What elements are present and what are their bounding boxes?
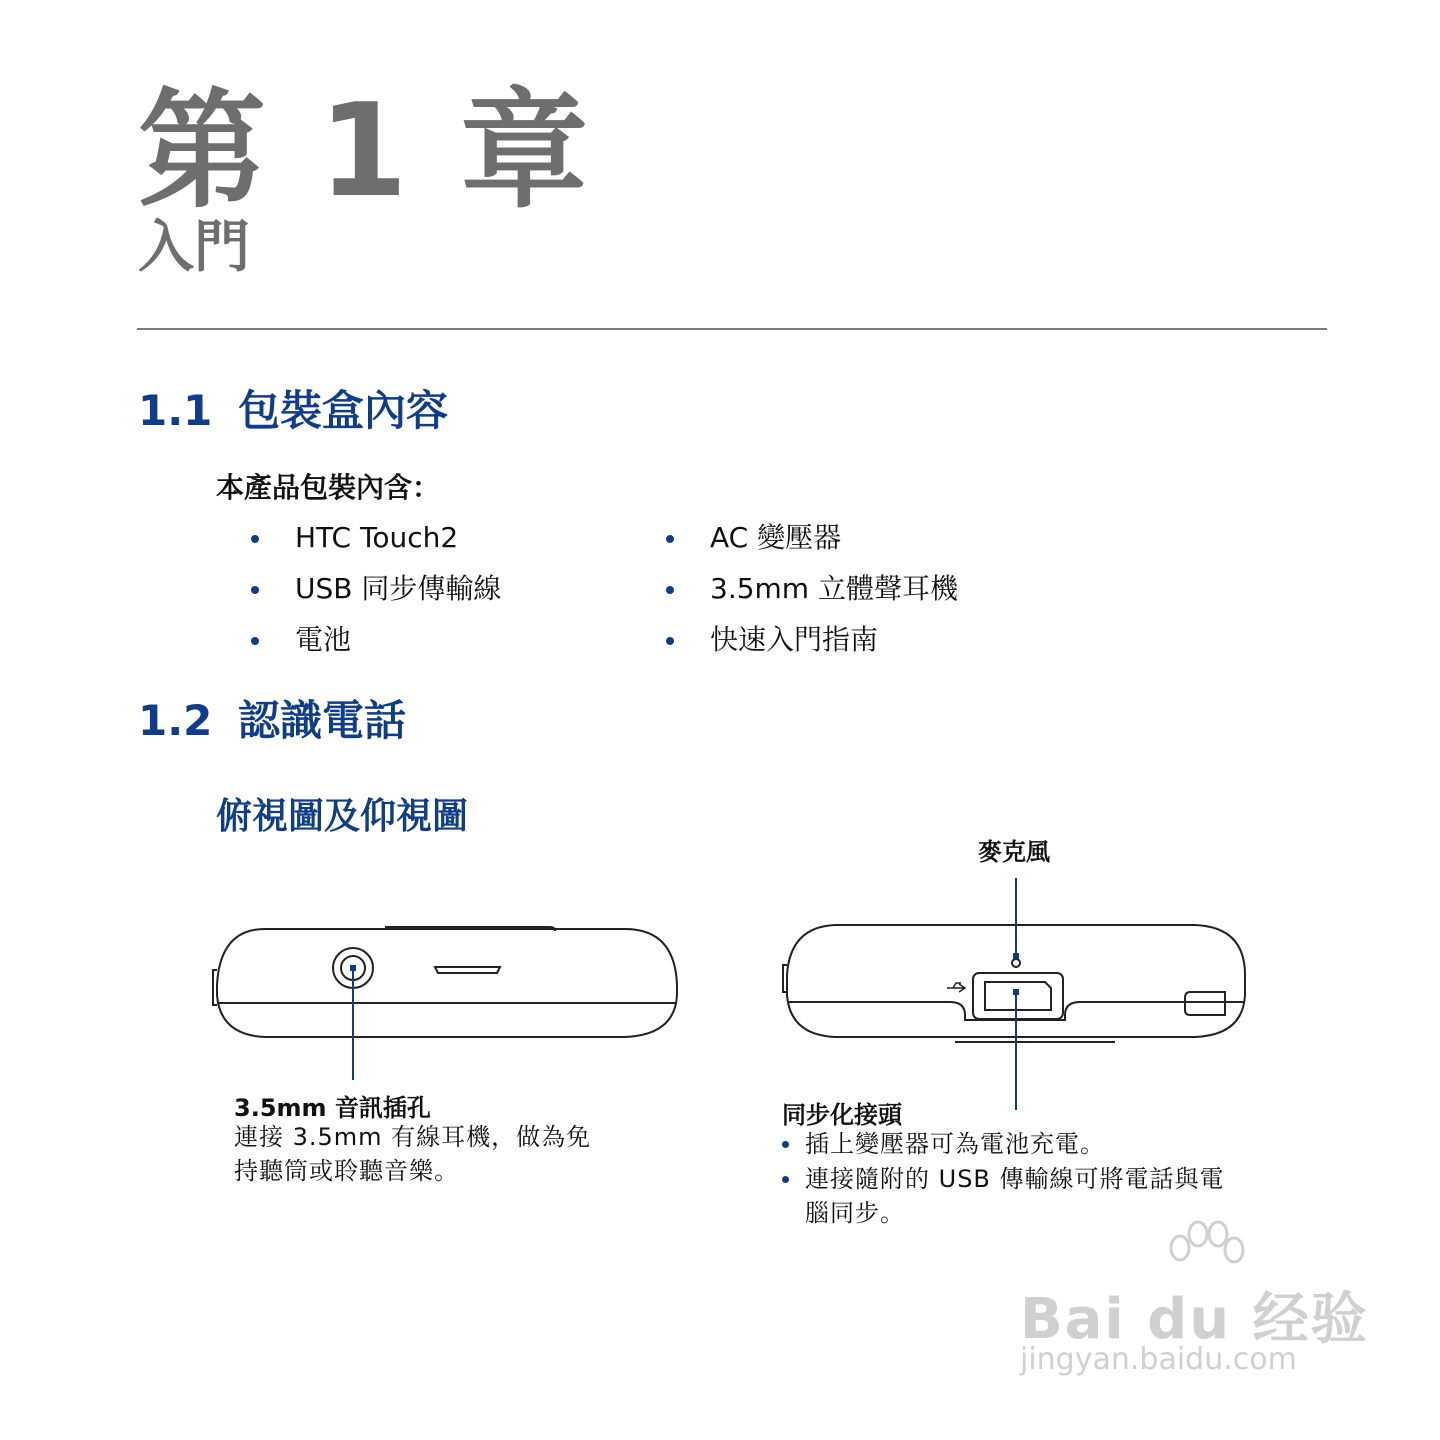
baidu-watermark [1020, 1220, 1369, 1380]
package-intro: 本產品包裝內含： [216, 471, 441, 504]
sync-bullet-1: 插上變壓器可為電池充電。 [805, 1130, 1105, 1158]
sync-connector-label: 同步化接頭 [782, 1101, 902, 1129]
bullet-icon [251, 637, 259, 645]
chapter-title: 第 1 章 [138, 77, 593, 226]
bullet-icon [666, 535, 674, 543]
section-2-heading [138, 696, 407, 745]
chapter-subtitle: 入門 [138, 215, 250, 280]
bullet-icon [251, 586, 259, 594]
bullet-icon [782, 1141, 789, 1148]
list-item: USB 同步傳輸線 [295, 572, 502, 605]
list-item: 3.5mm 立體聲耳機 [710, 572, 958, 605]
audio-jack-label: 3.5mm 音訊插孔 [234, 1094, 431, 1122]
watermark-brand: Bai du 经验 [1020, 1287, 1369, 1352]
bullet-icon [666, 637, 674, 645]
watermark-url: jingyan.baidu.com [1020, 1342, 1297, 1377]
list-item: HTC Touch2 [295, 521, 459, 554]
bullet-icon [782, 1176, 789, 1183]
divider [137, 328, 1327, 330]
bullet-icon [666, 586, 674, 594]
sync-bullet-2: 連接隨附的 USB 傳輸線可將電話與電 腦同步。 [805, 1165, 1225, 1227]
phone-bottom-view-illustration [775, 870, 1260, 1115]
bullet-icon [251, 535, 259, 543]
section-1-number: 1.1 [138, 386, 213, 435]
phone-top-view-illustration [205, 915, 690, 1090]
section-1-heading [138, 386, 449, 435]
list-item: 電池 [295, 623, 352, 656]
section-1-title: 包裝盒內容 [238, 386, 449, 435]
list-item: 快速入門指南 [710, 623, 879, 656]
section-2-title: 認識電話 [238, 696, 407, 745]
subheading-top-bottom-view: 俯視圖及仰視圖 [216, 796, 469, 837]
list-item: AC 變壓器 [710, 521, 842, 554]
section-2-number: 1.2 [138, 696, 213, 745]
microphone-label: 麥克風 [978, 838, 1050, 866]
audio-jack-description: 連接 3.5mm 有線耳機，做為免 持聽筒或聆聽音樂。 [234, 1123, 592, 1185]
